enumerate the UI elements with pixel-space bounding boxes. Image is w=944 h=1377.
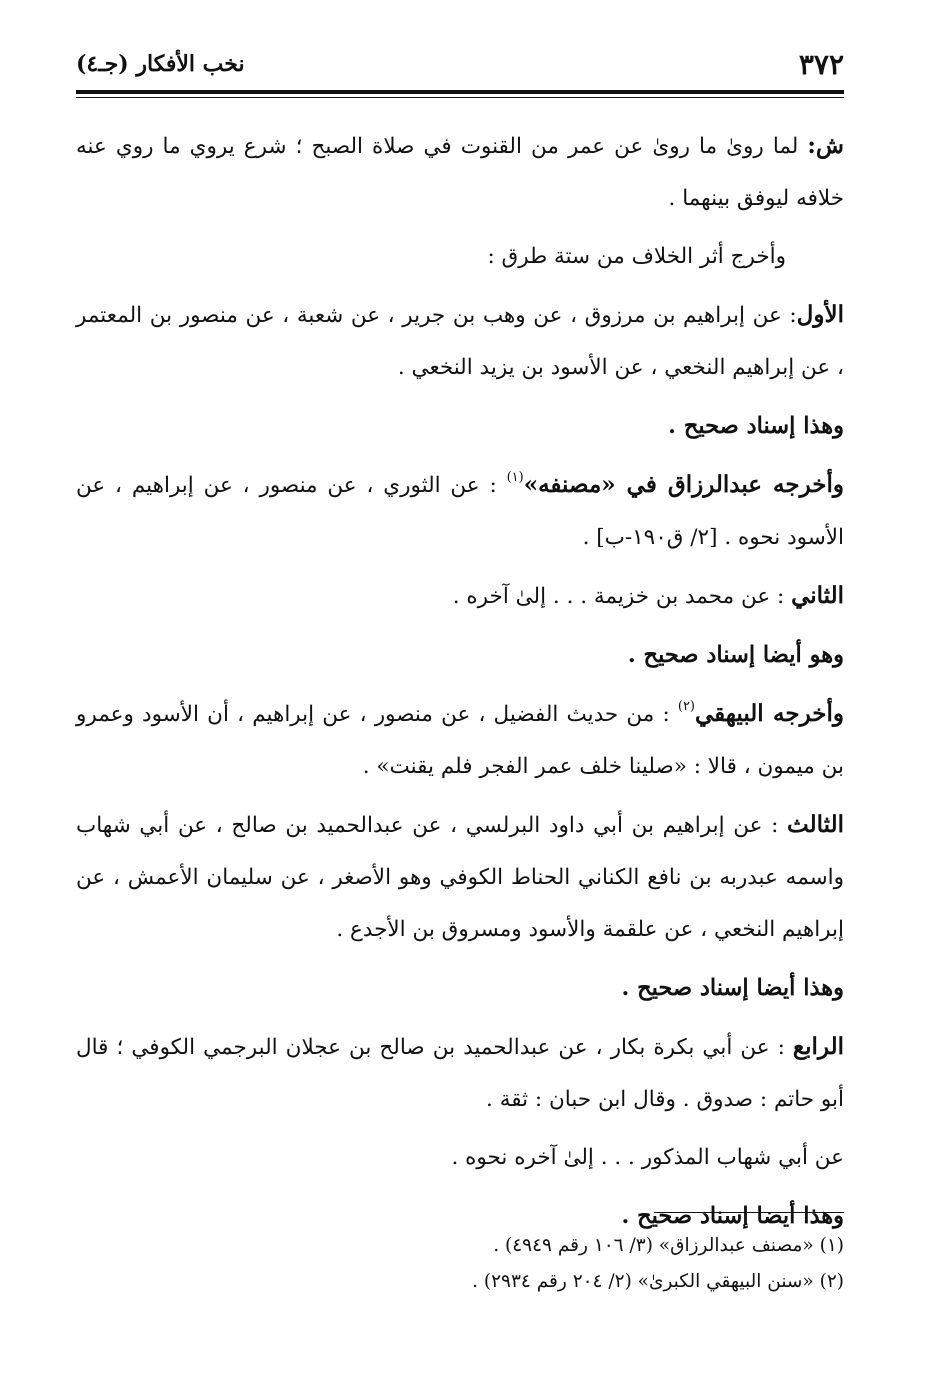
footnote-rule — [654, 1212, 844, 1213]
paragraph-text: : عن محمد بن خزيمة . . . إلىٰ آخره . — [452, 584, 792, 609]
footnote-1: (١) «مصنف عبدالرزاق» (٣/ ١٠٦ رقم ٤٩٤٩) . — [493, 1235, 844, 1256]
footnotes — [76, 1228, 844, 1300]
footnote-2: (٢) «سنن البيهقي الكبرىٰ» (٢/ ٢٠٤ رقم ٢٩٣٤) . — [472, 1271, 844, 1292]
paragraph-label: وأخرجه عبدالرزاق في «مصنفه» — [523, 471, 844, 498]
footnote-ref: (٢) — [677, 698, 695, 714]
paragraph-9 — [76, 799, 844, 956]
paragraph-bold-text: وهذا أيضا إسناد صحيح . — [621, 1203, 844, 1229]
paragraph-label: الرابع — [792, 1033, 844, 1060]
paragraph-bold-text: وهذا إسناد صحيح . — [668, 413, 844, 439]
paragraph-text: : عن أبي بكرة بكار ، عن عبدالحميد بن صالح بن عجلان البرجمي الكوفي ؛ قال أبو حاتم : صدوق . وقال ابن حبان : ثقة . — [76, 1035, 844, 1112]
paragraph-4 — [76, 400, 844, 453]
page-number: ٣٧٢ — [798, 47, 844, 81]
paragraph-label: ش: — [807, 132, 844, 159]
paragraph-label: الأول — [796, 301, 844, 328]
paragraph-3 — [76, 289, 844, 394]
paragraph-text: : عن إبراهيم بن مرزوق ، عن وهب بن جرير ، عن شعبة ، عن منصور بن المعتمر ، عن إبراهيم النخعي ، عن الأسود بن يزيد النخعي . — [76, 303, 844, 380]
header-rule-thin — [76, 97, 844, 98]
paragraph-label: وأخرجه البيهقي — [695, 700, 844, 727]
paragraph-2 — [76, 231, 844, 283]
paragraph-bold-text: وهو أيضا إسناد صحيح . — [627, 642, 844, 668]
paragraph-text: وأخرج أثر الخلاف من ستة طرق : — [487, 244, 786, 269]
paragraph-6 — [76, 570, 844, 623]
paragraph-11 — [76, 1021, 844, 1126]
paragraph-1 — [76, 120, 844, 225]
running-title: نخب الأفكار (جـ٤) — [76, 51, 245, 77]
paragraph-10 — [76, 962, 844, 1015]
paragraph-8 — [76, 688, 844, 793]
paragraph-12 — [76, 1132, 844, 1184]
page-header — [76, 42, 844, 86]
paragraph-text: : عن إبراهيم بن أبي داود البرلسي ، عن عبدالحميد بن صالح ، عن أبي شهاب واسمه عبدربه بن نافع الكناني الحناط الكوفي وهو الأصغر ، عن سليمان الأعمش ، عن إبراهيم النخعي ، عن علقمة والأسود ومسروق بن الأجدع . — [76, 813, 844, 942]
paragraph-text: لما روىٰ ما روىٰ عن عمر من القنوت في صلاة الصبح ؛ شرع يروي ما روي عنه خلافه ليوفق بينهما . — [76, 134, 844, 211]
paragraph-text: عن أبي شهاب المذكور . . . إلىٰ آخره نحوه . — [451, 1145, 844, 1170]
paragraph-bold-text: وهذا أيضا إسناد صحيح . — [621, 975, 844, 1001]
paragraph-text: : من حديث الفضيل ، عن منصور ، عن إبراهيم ، أن الأسود وعمرو بن ميمون ، قالا : «صلينا خلف عمر الفجر فلم يقنت» . — [76, 702, 844, 779]
paragraph-5 — [76, 459, 844, 564]
paragraph-label: الثاني — [791, 582, 844, 609]
footnote-ref: (١) — [506, 469, 524, 485]
paragraph-label: الثالث — [787, 811, 844, 838]
header-rule — [76, 90, 844, 94]
main-text — [76, 120, 844, 1249]
paragraph-7 — [76, 629, 844, 682]
paragraph-text: : عن الثوري ، عن منصور ، عن إبراهيم ، عن الأسود نحوه . [٢/ ق١٩٠-ب] . — [76, 473, 844, 550]
